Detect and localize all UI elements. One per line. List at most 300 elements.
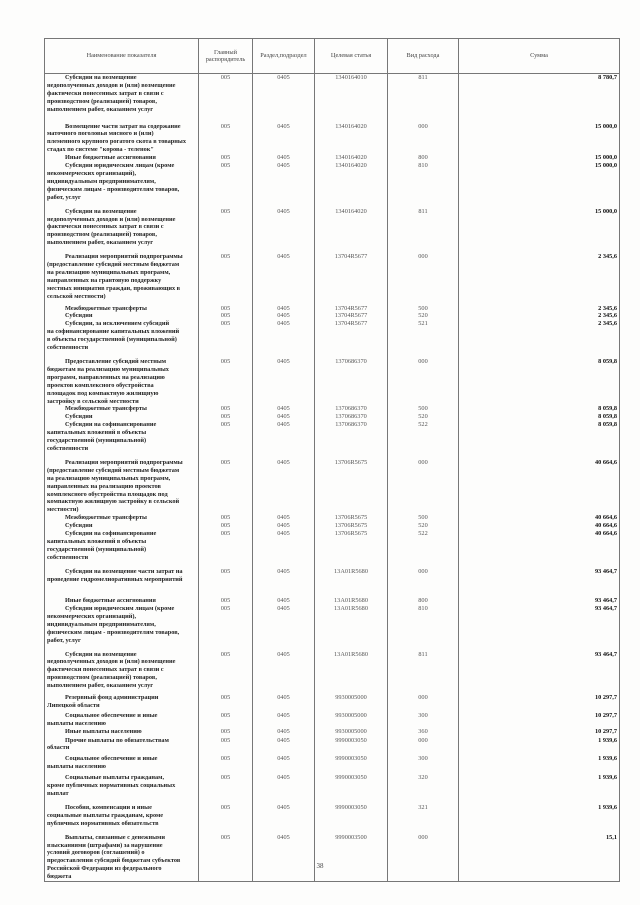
row-name-line: работ, услуг [47, 193, 81, 201]
row-name-line: выполнением работ, оказанием услуг [47, 682, 154, 690]
row-name-line: на софинансирование капитальных вложений [47, 328, 180, 336]
row-article-cell: 1340164010 [315, 74, 388, 114]
row-name-line: в объекты государственной (муниципальной) [47, 336, 177, 344]
row-name-line: фактически понесенных затрат в связи с [47, 89, 164, 97]
row-section-cell: 0405 [253, 771, 315, 798]
row-name-line: Субсидии [65, 413, 93, 421]
row-type-cell: 500 [388, 405, 459, 413]
table-row [45, 530, 620, 562]
row-name-line: Возмещение части затрат на содержание [65, 122, 181, 130]
row-sum-cell: 10 297,7 [459, 728, 620, 736]
table-row [45, 828, 620, 882]
row-name-line: (предоставление субсидий местным бюджетам [47, 466, 180, 474]
row-section-cell: 0405 [253, 728, 315, 736]
row-sum-cell: 8 059,8 [459, 413, 620, 421]
row-name-line: некоммерческих организаций), [47, 612, 137, 620]
row-admin-cell: 005 [199, 645, 253, 691]
row-name-line: Субсидии [65, 522, 93, 530]
table-row [45, 421, 620, 453]
table-row [45, 320, 620, 352]
row-article-cell: 13А01R5680 [315, 605, 388, 645]
row-section-cell: 0405 [253, 247, 315, 300]
row-article-cell: 1340164020 [315, 114, 388, 155]
row-name-line: маточного поголовья мясного и (или) [47, 130, 154, 138]
row-name-line: недополученных доходов и (или) возмещение [47, 81, 176, 89]
row-name-line: выплаты населению [47, 719, 106, 727]
row-section-cell: 0405 [253, 312, 315, 320]
row-sum-cell: 2 345,6 [459, 301, 620, 313]
table-row [45, 154, 620, 162]
row-name-cell [45, 74, 199, 114]
row-sum-cell: 15 000,0 [459, 154, 620, 162]
row-admin-cell: 005 [199, 828, 253, 882]
row-type-cell: 320 [388, 771, 459, 798]
table-row [45, 514, 620, 522]
row-type-cell: 811 [388, 645, 459, 691]
row-admin-cell: 005 [199, 320, 253, 352]
row-name-line: племенного крупного рогатого скота в товарных [47, 138, 186, 146]
row-name-line: Межбюджетные трансферты [65, 405, 147, 413]
row-article-cell: 13706R5675 [315, 514, 388, 522]
row-section-cell: 0405 [253, 320, 315, 352]
row-section-cell: 0405 [253, 405, 315, 413]
row-name-line: взысканиями (штрафами) за нарушение [47, 841, 163, 849]
row-article-cell: 1370686370 [315, 352, 388, 405]
table-row [45, 301, 620, 313]
row-name-line: Реализация мероприятий подпрограммы [65, 253, 183, 261]
row-name-line: местных инициатив граждан, проживающих в [47, 284, 181, 292]
row-admin-cell: 005 [199, 584, 253, 605]
row-name-line: Субсидии на возмещение [65, 650, 137, 658]
row-name-cell [45, 352, 199, 405]
row-name-line: Резервный фонд администрации [65, 694, 159, 702]
row-sum-cell: 15,1 [459, 828, 620, 882]
row-type-cell: 800 [388, 154, 459, 162]
row-name-cell [45, 798, 199, 828]
row-section-cell: 0405 [253, 530, 315, 562]
table-row [45, 413, 620, 421]
table-row [45, 405, 620, 413]
row-name-line: фактически понесенных затрат в связи с [47, 666, 164, 674]
row-name-line: проведение гидромелиоративных мероприятий [47, 575, 183, 583]
row-name-line: публичных нормативных обязательств [47, 819, 159, 827]
row-name-cell [45, 752, 199, 771]
table-row [45, 752, 620, 771]
row-name-line: производством (реализацией) товаров, [47, 97, 157, 105]
row-name-cell [45, 710, 199, 728]
row-name-line: площадок под компактную жилищную [47, 389, 159, 397]
row-admin-cell: 005 [199, 413, 253, 421]
row-article-cell: 13704R5677 [315, 301, 388, 313]
table-row [45, 162, 620, 202]
row-type-cell: 520 [388, 522, 459, 530]
row-name-cell [45, 530, 199, 562]
row-section-cell: 0405 [253, 202, 315, 248]
row-sum-cell: 8 059,8 [459, 421, 620, 453]
row-name-line: выполнением работ, оказанием услуг [47, 239, 154, 247]
table-row [45, 605, 620, 645]
row-section-cell: 0405 [253, 605, 315, 645]
row-name-line: собственности [47, 444, 89, 452]
row-name-line: собственности [47, 344, 89, 352]
row-sum-cell: 93 464,7 [459, 645, 620, 691]
row-article-cell: 9990003050 [315, 736, 388, 753]
row-name-line: выполнением работ, оказанием услуг [47, 105, 154, 113]
row-name-cell [45, 301, 199, 313]
row-sum-cell: 1 939,6 [459, 771, 620, 798]
row-admin-cell: 005 [199, 352, 253, 405]
row-sum-cell: 1 939,6 [459, 798, 620, 828]
row-name-cell [45, 514, 199, 522]
row-name-line: стадах по системе "корова - теленок" [47, 146, 154, 154]
row-name-cell [45, 405, 199, 413]
row-name-line: местности) [47, 506, 79, 514]
row-name-cell [45, 736, 199, 753]
row-name-cell [45, 202, 199, 248]
row-name-line: физическим лицам - производителям товаров, [47, 185, 180, 193]
row-article-cell: 9930005000 [315, 710, 388, 728]
row-type-cell: 360 [388, 728, 459, 736]
row-sum-cell: 1 939,6 [459, 752, 620, 771]
table-row [45, 352, 620, 405]
row-name-line: Субсидии на софинансирование [65, 421, 157, 429]
row-name-cell [45, 771, 199, 798]
row-name-line: работ, услуг [47, 636, 81, 644]
row-name-line: Субсидии на софинансирование [65, 530, 157, 538]
row-sum-cell: 93 464,7 [459, 605, 620, 645]
row-name-cell [45, 522, 199, 530]
row-name-line: Иные бюджетные ассигнования [65, 597, 156, 605]
row-sum-cell: 8 780,7 [459, 74, 620, 114]
row-name-cell [45, 413, 199, 421]
row-name-line: Субсидии [65, 312, 93, 320]
table-row [45, 562, 620, 584]
row-article-cell: 9990003050 [315, 752, 388, 771]
row-type-cell: 810 [388, 162, 459, 202]
table-header-row [45, 39, 620, 74]
row-section-cell: 0405 [253, 584, 315, 605]
row-section-cell: 0405 [253, 736, 315, 753]
row-name-line: Реализация мероприятий подпрограммы [65, 458, 183, 466]
row-admin-cell: 005 [199, 74, 253, 114]
row-name-line: капитальных вложений в объекты [47, 537, 147, 545]
row-name-cell [45, 453, 199, 514]
row-name-line: кроме публичных нормативных социальных [47, 782, 176, 790]
row-article-cell: 13706R5675 [315, 522, 388, 530]
table-row [45, 247, 620, 300]
row-name-line: индивидуальным предпринимателям, [47, 620, 156, 628]
row-section-cell: 0405 [253, 421, 315, 453]
row-name-line: условий договоров (соглашений) о [47, 849, 145, 857]
row-section-cell: 0405 [253, 522, 315, 530]
table-row [45, 74, 620, 114]
table-row [45, 736, 620, 753]
row-section-cell: 0405 [253, 562, 315, 584]
row-type-cell: 000 [388, 247, 459, 300]
row-name-line: собственности [47, 553, 89, 561]
row-name-line: капитальных вложений в объекты [47, 429, 147, 437]
row-article-cell: 1370686370 [315, 405, 388, 413]
row-admin-cell: 005 [199, 728, 253, 736]
row-name-cell [45, 154, 199, 162]
row-sum-cell: 8 059,8 [459, 352, 620, 405]
row-section-cell: 0405 [253, 301, 315, 313]
row-type-cell: 000 [388, 828, 459, 882]
row-name-line: проектов комплексного обустройства [47, 381, 154, 389]
row-name-line: Субсидии на возмещение [65, 207, 137, 215]
row-article-cell: 13704R5677 [315, 312, 388, 320]
row-type-cell: 520 [388, 312, 459, 320]
row-admin-cell: 005 [199, 247, 253, 300]
row-article-cell: 13А01R5680 [315, 562, 388, 584]
row-name-line: Межбюджетные трансферты [65, 304, 147, 312]
row-sum-cell: 2 345,6 [459, 247, 620, 300]
row-sum-cell: 40 664,6 [459, 522, 620, 530]
row-name-line: на реализацию муниципальных программ, [47, 268, 171, 276]
row-section-cell: 0405 [253, 752, 315, 771]
row-name-line: (предоставление субсидий местным бюджетам [47, 261, 180, 269]
row-name-line: некоммерческих организаций), [47, 169, 137, 177]
row-sum-cell: 8 059,8 [459, 405, 620, 413]
row-section-cell: 0405 [253, 690, 315, 710]
row-name-line: Социальные выплаты гражданам, [65, 774, 165, 782]
row-article-cell: 13А01R5680 [315, 584, 388, 605]
table-row [45, 312, 620, 320]
row-name-line: Иные бюджетные ассигнования [65, 154, 156, 162]
row-name-line: направленных на грантовую поддержку [47, 276, 162, 284]
row-name-line: физическим лицам - производителям товаров, [47, 628, 180, 636]
page-number: 38 [316, 862, 324, 870]
row-type-cell: 500 [388, 301, 459, 313]
row-article-cell: 9990003500 [315, 828, 388, 882]
row-name-line: социальные выплаты гражданам, кроме [47, 811, 164, 819]
table-row [45, 690, 620, 710]
row-sum-cell: 40 664,6 [459, 530, 620, 562]
row-admin-cell: 005 [199, 514, 253, 522]
row-section-cell: 0405 [253, 514, 315, 522]
row-article-cell: 13704R5677 [315, 247, 388, 300]
row-name-cell [45, 584, 199, 605]
row-type-cell: 000 [388, 736, 459, 753]
row-section-cell: 0405 [253, 154, 315, 162]
row-section-cell: 0405 [253, 645, 315, 691]
row-sum-cell: 93 464,7 [459, 562, 620, 584]
row-name-line: на реализацию муниципальных программ, [47, 474, 171, 482]
row-name-line: недополученных доходов и (или) возмещение [47, 658, 176, 666]
row-name-line: Субсидии юридическим лицам (кроме [65, 604, 175, 612]
row-sum-cell: 15 000,0 [459, 162, 620, 202]
row-name-line: предоставлении субсидий бюджетам субъектов [47, 857, 181, 865]
table-row [45, 798, 620, 828]
row-sum-cell: 15 000,0 [459, 114, 620, 155]
row-sum-cell: 2 345,6 [459, 312, 620, 320]
row-type-cell: 300 [388, 752, 459, 771]
row-name-cell [45, 605, 199, 645]
row-name-line: выплаты населению [47, 763, 106, 771]
row-name-cell [45, 247, 199, 300]
row-type-cell: 520 [388, 413, 459, 421]
row-name-cell [45, 645, 199, 691]
row-name-line: программ, направленных на реализацию [47, 373, 165, 381]
row-section-cell: 0405 [253, 114, 315, 155]
row-name-cell [45, 562, 199, 584]
row-name-cell [45, 114, 199, 155]
row-admin-cell: 005 [199, 312, 253, 320]
row-name-line: Иные выплаты населению [65, 727, 142, 735]
row-name-line: компактную жилищную застройку в сельской [47, 498, 180, 506]
row-name-line: сельской местности) [47, 292, 106, 300]
table-row [45, 645, 620, 691]
row-type-cell: 522 [388, 530, 459, 562]
row-type-cell: 300 [388, 710, 459, 728]
row-admin-cell: 005 [199, 301, 253, 313]
row-article-cell: 13706R5675 [315, 530, 388, 562]
row-section-cell: 0405 [253, 413, 315, 421]
row-type-cell: 500 [388, 514, 459, 522]
row-name-line: производством (реализацией) товаров, [47, 231, 157, 239]
row-sum-cell: 40 664,6 [459, 514, 620, 522]
row-section-cell: 0405 [253, 352, 315, 405]
row-sum-cell: 15 000,0 [459, 202, 620, 248]
row-type-cell: 000 [388, 352, 459, 405]
row-admin-cell: 005 [199, 736, 253, 753]
table-body [45, 74, 620, 882]
row-name-line: бюджетам на реализацию муниципальных [47, 365, 169, 373]
row-section-cell: 0405 [253, 828, 315, 882]
budget-table [44, 38, 620, 882]
row-name-line: фактически понесенных затрат в связи с [47, 223, 164, 231]
row-type-cell: 811 [388, 202, 459, 248]
row-article-cell: 1340164020 [315, 162, 388, 202]
row-article-cell: 1370686370 [315, 421, 388, 453]
row-sum-cell: 10 297,7 [459, 690, 620, 710]
row-name-line: Межбюджетные трансферты [65, 514, 147, 522]
row-name-line: застройку в сельской местности [47, 397, 139, 405]
row-name-cell [45, 312, 199, 320]
row-name-line: недополученных доходов и (или) возмещение [47, 215, 176, 223]
row-admin-cell: 005 [199, 798, 253, 828]
row-name-line: Субсидии на возмещение части затрат на [65, 567, 183, 575]
row-admin-cell: 005 [199, 162, 253, 202]
row-type-cell: 522 [388, 421, 459, 453]
row-admin-cell: 005 [199, 405, 253, 413]
row-section-cell: 0405 [253, 162, 315, 202]
row-type-cell: 000 [388, 690, 459, 710]
row-name-line: Социальное обеспечение и иные [65, 755, 158, 763]
header-admin: Главный распорядитель [199, 39, 253, 74]
row-name-line: направленных на реализацию проектов [47, 482, 161, 490]
row-name-line: Липецкой области [47, 701, 100, 709]
row-admin-cell: 005 [199, 752, 253, 771]
row-article-cell: 9930005000 [315, 728, 388, 736]
table-row [45, 584, 620, 605]
row-name-line: Субсидии юридическим лицам (кроме [65, 162, 175, 170]
row-admin-cell: 005 [199, 605, 253, 645]
table-row [45, 114, 620, 155]
header-type: Вид расхода [388, 39, 459, 74]
table-row [45, 710, 620, 728]
row-name-cell [45, 320, 199, 352]
row-name-cell [45, 421, 199, 453]
row-article-cell: 1340164020 [315, 202, 388, 248]
row-name-line: Субсидии, за исключением субсидий [65, 320, 170, 328]
row-sum-cell: 2 345,6 [459, 320, 620, 352]
row-name-line: области [47, 744, 70, 752]
row-name-line: индивидуальным предпринимателям, [47, 177, 156, 185]
row-article-cell: 13А01R5680 [315, 645, 388, 691]
header-article: Целевая статья [315, 39, 388, 74]
header-section: Раздел,подраздел [253, 39, 315, 74]
row-name-line: комплексного обустройства площадок под [47, 490, 168, 498]
row-name-line: Российской Федерации из федерального [47, 865, 162, 873]
row-sum-cell: 10 297,7 [459, 710, 620, 728]
row-type-cell: 800 [388, 584, 459, 605]
row-article-cell: 13704R5677 [315, 320, 388, 352]
row-name-line: Прочие выплаты по обязательствам [65, 736, 169, 744]
row-name-line: государственной (муниципальной) [47, 437, 147, 445]
row-admin-cell: 005 [199, 530, 253, 562]
row-article-cell: 1370686370 [315, 413, 388, 421]
row-admin-cell: 005 [199, 114, 253, 155]
row-name-cell [45, 728, 199, 736]
row-type-cell: 321 [388, 798, 459, 828]
table-row [45, 728, 620, 736]
row-admin-cell: 005 [199, 421, 253, 453]
row-name-line: Социальное обеспечение и иные [65, 711, 158, 719]
row-type-cell: 811 [388, 74, 459, 114]
row-name-line: бюджета [47, 873, 72, 881]
row-admin-cell: 005 [199, 453, 253, 514]
row-admin-cell: 005 [199, 710, 253, 728]
row-admin-cell: 005 [199, 690, 253, 710]
table-row [45, 771, 620, 798]
row-sum-cell: 40 664,6 [459, 453, 620, 514]
table-row [45, 453, 620, 514]
table-row [45, 522, 620, 530]
row-type-cell: 810 [388, 605, 459, 645]
row-sum-cell: 93 464,7 [459, 584, 620, 605]
row-section-cell: 0405 [253, 710, 315, 728]
row-section-cell: 0405 [253, 798, 315, 828]
row-name-line: Субсидии на возмещение [65, 74, 137, 81]
row-name-line: Предоставление субсидий местным [65, 358, 167, 365]
row-admin-cell: 005 [199, 202, 253, 248]
table-row [45, 202, 620, 248]
header-name: Наименование показателя [45, 39, 199, 74]
row-section-cell: 0405 [253, 74, 315, 114]
row-name-cell [45, 162, 199, 202]
row-name-line: производством (реализацией) товаров, [47, 674, 157, 682]
row-type-cell: 000 [388, 562, 459, 584]
row-admin-cell: 005 [199, 522, 253, 530]
row-type-cell: 521 [388, 320, 459, 352]
row-article-cell: 9930005000 [315, 690, 388, 710]
row-name-cell [45, 690, 199, 710]
row-sum-cell: 1 939,6 [459, 736, 620, 753]
row-admin-cell: 005 [199, 154, 253, 162]
row-type-cell: 000 [388, 453, 459, 514]
row-article-cell: 9990003050 [315, 771, 388, 798]
row-type-cell: 000 [388, 114, 459, 155]
row-name-line: Пособия, компенсации и иные [65, 803, 152, 811]
row-article-cell: 1340164020 [315, 154, 388, 162]
row-article-cell: 9990003050 [315, 798, 388, 828]
header-sum: Сумма [459, 39, 620, 74]
row-article-cell: 13706R5675 [315, 453, 388, 514]
row-admin-cell: 005 [199, 562, 253, 584]
row-name-cell [45, 828, 199, 882]
row-name-line: Выплаты, связанные с денежными [65, 833, 165, 841]
